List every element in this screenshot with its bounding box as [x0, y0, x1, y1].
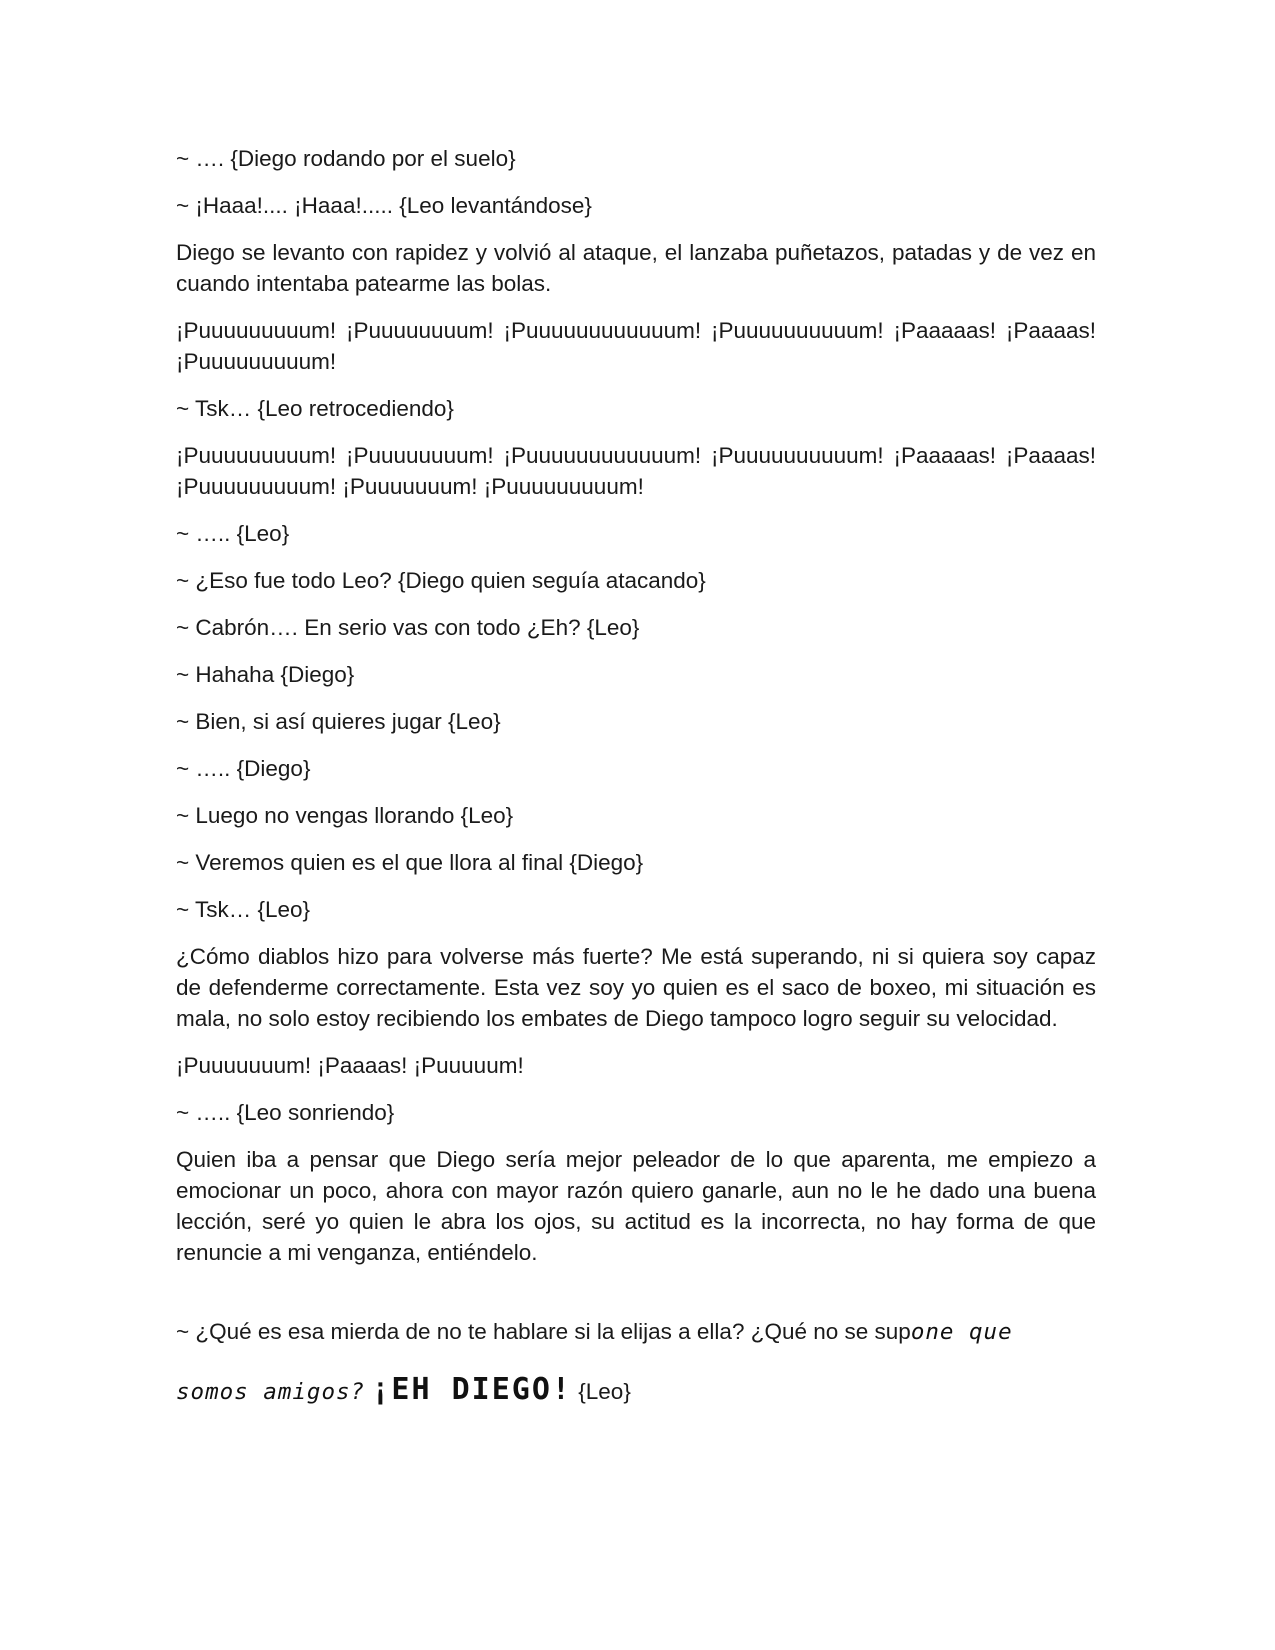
dialogue-line: ~ ….. {Diego} [176, 756, 311, 781]
dialogue-line: ~ ¿Eso fue todo Leo? {Diego quien seguía atacando} [176, 568, 706, 593]
final-dialogue [176, 1303, 1096, 1421]
handwritten-text: one que [910, 1319, 1013, 1345]
document-body [176, 143, 1096, 1421]
narration-paragraph: Quien iba a pensar que Diego sería mejor peleador de lo que aparenta, me empiezo a emocionar un poco, ahora con mayor razón quiero ganarle, aun no le he dado una buena lección, seré yo quien le abra los ojos, su actitud es la incorrecta, no hay forma de que renuncie a mi venganza, entiéndelo. [176, 1147, 1096, 1265]
sound-effect-paragraph: ¡Puuuuuuum! ¡Paaaas! ¡Puuuuum! [176, 1053, 524, 1078]
final-dialogue-line-1 [176, 1303, 1096, 1361]
dialogue-line: ~ Hahaha {Diego} [176, 662, 355, 687]
dialogue-line: ~ Luego no vengas llorando {Leo} [176, 803, 514, 828]
dialogue-line: ~ Tsk… {Leo} [176, 897, 311, 922]
narration-paragraph: ¿Cómo diablos hizo para volverse más fuerte? Me está superando, ni si quiera soy capaz de defenderme correctamente. Esta vez soy yo quien es el saco de boxeo, mi situación es mala, no solo estoy recibiendo los embates de Diego tampoco logro seguir su velocidad. [176, 944, 1096, 1031]
dialogue-line: ~ Bien, si así quieres jugar {Leo} [176, 709, 501, 734]
dialogue-line: ~ ¡Haaa!.... ¡Haaa!..... {Leo levantándose} [176, 193, 592, 218]
final-dialogue-text: ~ ¿Qué es esa mierda de no te hablare si la elijas a ella? ¿Qué no se sup [176, 1319, 911, 1344]
narration-paragraph: Diego se levanto con rapidez y volvió al ataque, el lanzaba puñetazos, patadas y de vez en cuando intentaba patearme las bolas. [176, 240, 1096, 296]
handwritten-shout: ¡EH DIEGO! [371, 1372, 572, 1407]
dialogue-line: ~ …. {Diego rodando por el suelo} [176, 146, 516, 171]
speaker-tag: {Leo} [578, 1379, 631, 1404]
dialogue-line: ~ Cabrón…. En serio vas con todo ¿Eh? {Leo} [176, 615, 640, 640]
dialogue-line: ~ Tsk… {Leo retrocediendo} [176, 396, 454, 421]
sound-effect-paragraph: ¡Puuuuuuuuum! ¡Puuuuuuuum! ¡Puuuuuuuuuuuum! ¡Puuuuuuuuuum! ¡Paaaaas! ¡Paaaas! ¡Puuuuuuuuum! ¡Puuuuuuum! ¡Puuuuuuuuum! [176, 443, 1096, 499]
final-dialogue-line-2 [176, 1361, 1096, 1421]
dialogue-line: ~ ….. {Leo sonriendo} [176, 1100, 395, 1125]
dialogue-line: ~ Veremos quien es el que llora al final {Diego} [176, 850, 644, 875]
dialogue-line: ~ ….. {Leo} [176, 521, 290, 546]
sound-effect-paragraph: ¡Puuuuuuuuum! ¡Puuuuuuuum! ¡Puuuuuuuuuuuum! ¡Puuuuuuuuuum! ¡Paaaaas! ¡Paaaas! ¡Puuuuuuuuum! [176, 318, 1096, 374]
handwritten-text: somos amigos? [176, 1379, 366, 1405]
